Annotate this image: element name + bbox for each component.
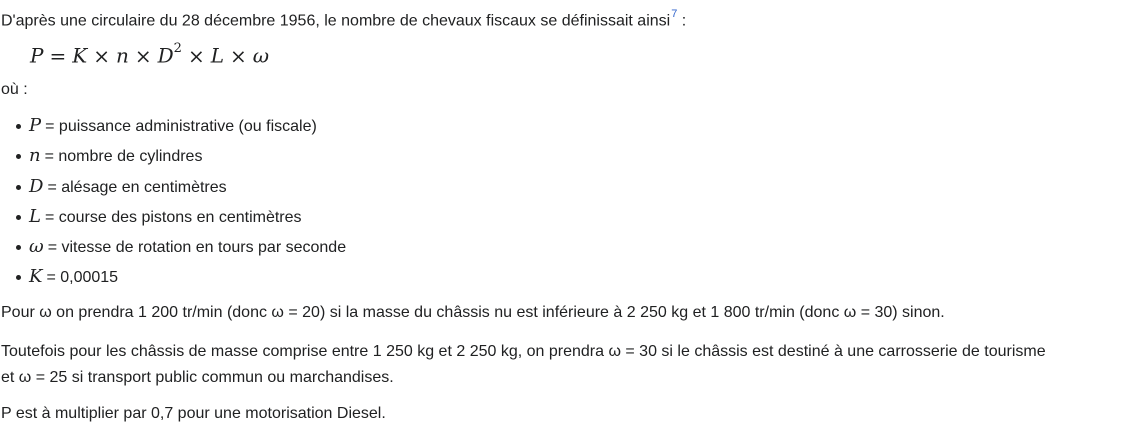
- list-item: [0, 175, 346, 205]
- list-item: [0, 235, 346, 265]
- formula-times-4: ×: [229, 43, 247, 68]
- paragraph-omega-rule: Pour ω on prendra 1 200 tr/min (donc ω = 20) si la masse du châssis nu est inférieure à 2 250 kg et 1 800 tr/min (donc ω = 30) sinon.: [1, 304, 945, 321]
- formula-times-2: ×: [134, 43, 152, 68]
- bullet-icon: [16, 215, 21, 220]
- list-item: [0, 205, 346, 235]
- formula: [30, 38, 269, 70]
- bullet-icon: [16, 245, 21, 250]
- formula-omega: ω: [252, 43, 270, 68]
- list-item: [0, 265, 346, 295]
- bullet-icon: [16, 154, 21, 159]
- bullet-icon: [16, 124, 21, 129]
- definition-symbol: n: [29, 145, 41, 167]
- formula-l: L: [210, 43, 224, 68]
- definition-text: = course des pistons en centimètres: [44, 208, 302, 226]
- formula-times-1: ×: [93, 43, 110, 68]
- reference-link[interactable]: 7: [671, 8, 678, 20]
- definition-text: = alésage en centimètres: [47, 178, 227, 196]
- bullet-icon: [16, 185, 21, 190]
- definition-text: = 0,00015: [46, 269, 119, 287]
- definition-symbol: ω: [29, 236, 44, 258]
- paragraph-exception-line-1: Toutefois pour les châssis de masse comprise entre 1 250 kg et 2 250 kg, on prendra ω = 30 si le châssis est destiné à une carrosserie de tourisme: [1, 343, 1046, 360]
- formula-k: K: [72, 43, 88, 68]
- definition-symbol: K: [29, 266, 43, 288]
- formula-equals: =: [49, 43, 67, 68]
- bullet-icon: [16, 275, 21, 280]
- definition-symbol: P: [29, 115, 42, 136]
- definition-text: = puissance administrative (ou fiscale): [45, 118, 317, 135]
- list-item: [0, 114, 346, 144]
- intro-text: D'après une circulaire du 28 décembre 1956, le nombre de chevaux fiscaux se définissait ainsi: [1, 12, 671, 30]
- definition-text: = nombre de cylindres: [44, 148, 203, 166]
- paragraph-exception-line-2: et ω = 25 si transport public commun ou marchandises.: [1, 369, 394, 386]
- definition-symbol: D: [29, 175, 44, 197]
- ou-label: où :: [1, 81, 28, 98]
- formula-p: P: [30, 43, 44, 68]
- formula-d: D: [157, 43, 174, 68]
- definition-symbol: L: [29, 205, 41, 227]
- intro-paragraph: [1, 5, 686, 32]
- formula-times-3: ×: [187, 43, 205, 68]
- definition-text: = vitesse de rotation en tours par seconde: [47, 239, 347, 257]
- intro-colon: :: [677, 12, 687, 30]
- list-item: [0, 144, 346, 174]
- paragraph-diesel: P est à multiplier par 0,7 pour une motorisation Diesel.: [1, 405, 386, 422]
- definitions-list: [0, 114, 346, 296]
- formula-exponent: 2: [173, 41, 182, 56]
- formula-n: n: [115, 43, 129, 68]
